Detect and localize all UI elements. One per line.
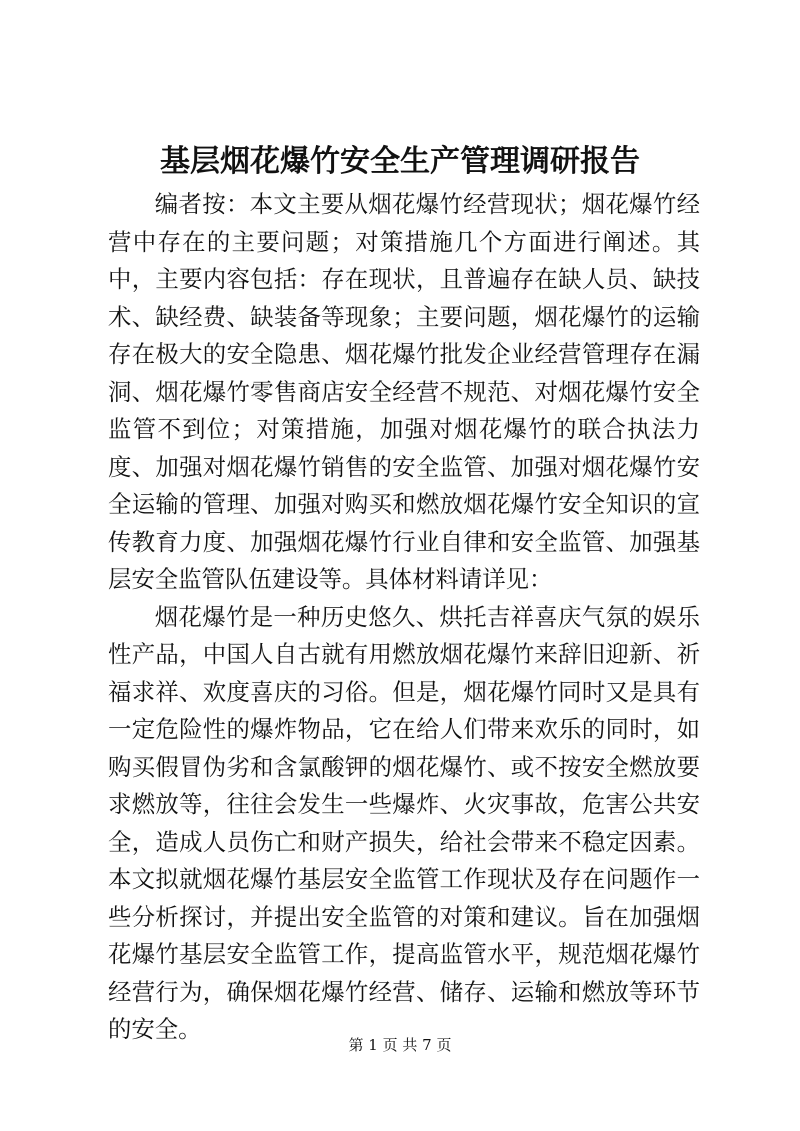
document-body: [108, 186, 700, 1049]
body-paragraph: 烟花爆竹是一种历史悠久、烘托吉祥喜庆气氛的娱乐性产品，中国人自古就有用燃放烟花爆竹来辞旧迎新、祈福求祥、欢度喜庆的习俗。但是，烟花爆竹同时又是具有一定危险性的爆炸物品，它在给人们带来欢乐的同时，如购买假冒伪劣和含氯酸钾的烟花爆竹、或不按安全燃放要求燃放等，往往会发生一些爆炸、火灾事故，危害公共安全，造成人员伤亡和财产损失，给社会带来不稳定因素。本文拟就烟花爆竹基层安全监管工作现状及存在问题作一些分析探讨，并提出安全监管的对策和建议。旨在加强烟花爆竹基层安全监管工作，提高监管水平，规范烟花爆竹经营行为，确保烟花爆竹经营、储存、运输和燃放等环节的安全。: [108, 602, 700, 1043]
document-title: 基层烟花爆竹安全生产管理调研报告: [160, 144, 640, 179]
page-footer: 第 1 页 共 7 页: [348, 1036, 452, 1054]
editor-note-paragraph: 编者按：本文主要从烟花爆竹经营现状；烟花爆竹经营中存在的主要问题；对策措施几个方面进行阐述。其中，主要内容包括：存在现状，且普遍存在缺人员、缺技术、缺经费、缺装备等现象；主要问题，烟花爆竹的运输存在极大的安全隐患、烟花爆竹批发企业经营管理存在漏洞、烟花爆竹零售商店安全经营不规范、对烟花爆竹安全监管不到位；对策措施，加强对烟花爆竹的联合执法力度、加强对烟花爆竹销售的安全监管、加强对烟花爆竹安全运输的管理、加强对购买和燃放烟花爆竹安全知识的宣传教育力度、加强烟花爆竹行业自律和安全监管、加强基层安全监管队伍建设等。具体材料请详见：: [108, 190, 700, 593]
